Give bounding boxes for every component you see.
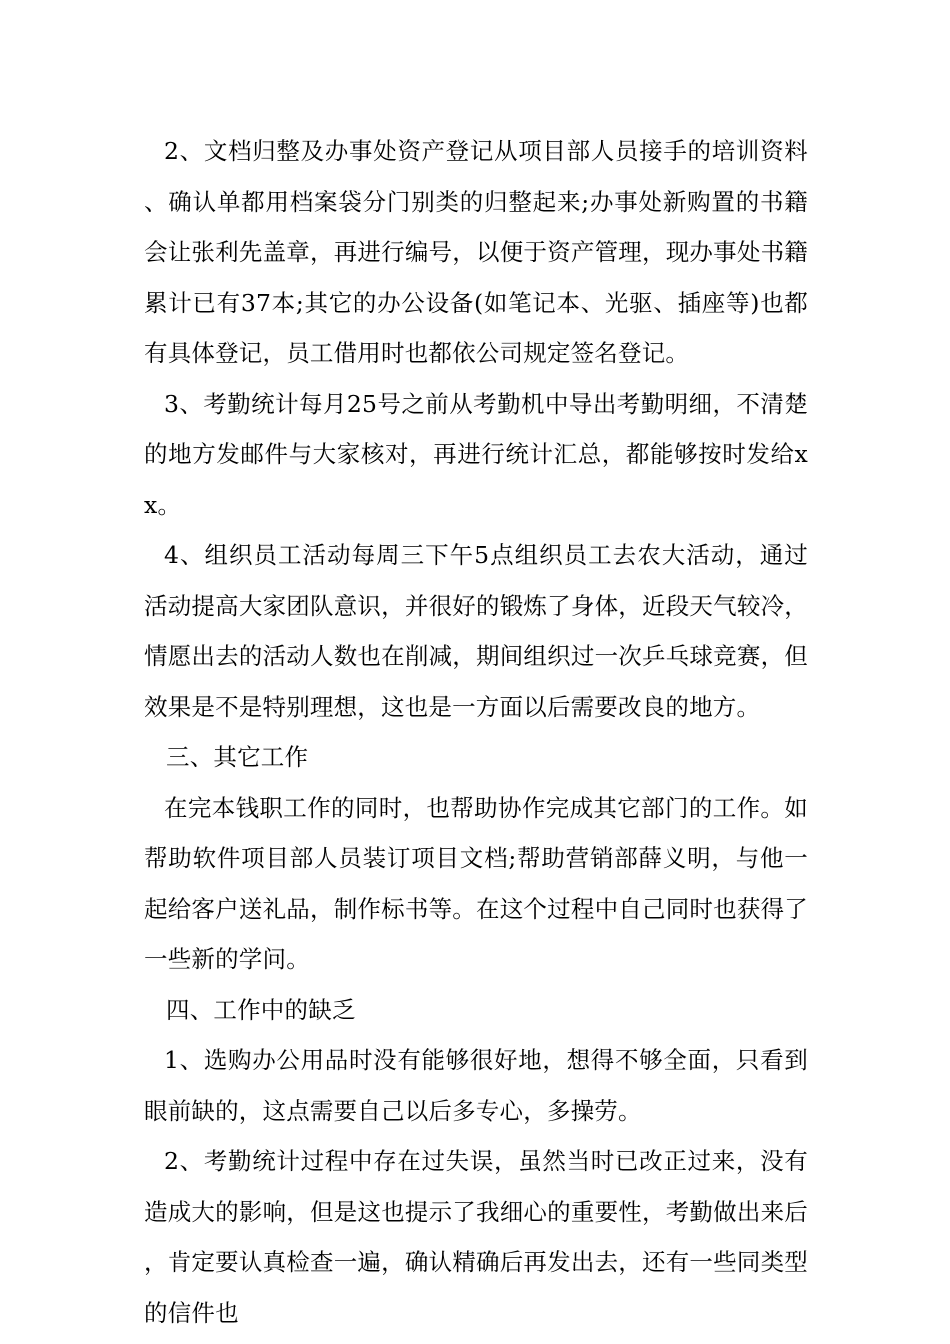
paragraph-attendance-statistics: 3、考勤统计每月25号之前从考勤机中导出考勤明细，不清楚的地方发邮件与大家核对，再进行统计汇总，都能够按时发给xx。 bbox=[144, 389, 808, 519]
paragraph-staff-activities: 4、组织员工活动每周三下午5点组织员工去农大活动，通过活动提高大家团队意识，并很好的锻炼了身体，近段天气较冷，情愿出去的活动人数也在削减，期间组织过一次乒乓球竞赛，但效果是不是特别理想，这也是一方面以后需要改良的地方。 bbox=[144, 541, 808, 721]
paragraph-shortcoming-attendance: 2、考勤统计过程中存在过失误，虽然当时已改正过来，没有造成大的影响，但是这也提示了我细心的重要性，考勤做出来后，肯定要认真检查一遍，确认精确后再发出去，还有一些同类型的信件也 bbox=[144, 1147, 808, 1327]
document-body bbox=[144, 126, 808, 1338]
section-heading-other-work: 三、其它工作 bbox=[166, 743, 309, 771]
paragraph-other-work: 在完本钱职工作的同时，也帮助协作完成其它部门的工作。如帮助软件项目部人员装订项目文档;帮助营销部薛义明，与他一起给客户送礼品，制作标书等。在这个过程中自己同时也获得了一些新的学问。 bbox=[144, 793, 808, 973]
section-heading-shortcomings: 四、工作中的缺乏 bbox=[166, 995, 356, 1024]
paragraph-shortcoming-purchasing: 1、选购办公用品时没有能够很好地，想得不够全面，只看到眼前缺的，这点需要自己以后多专心，多操劳。 bbox=[144, 1046, 808, 1125]
paragraph-archive-registration: 2、文档归整及办事处资产登记从项目部人员接手的培训资料、确认单都用档案袋分门别类的归整起来;办事处新购置的书籍会让张利先盖章，再进行编号，以便于资产管理，现办事处书籍累计已有37本;其它的办公设备(如笔记本、光驱、插座等)也都有具体登记，员工借用时也都依公司规定签名登记。 bbox=[144, 137, 808, 367]
